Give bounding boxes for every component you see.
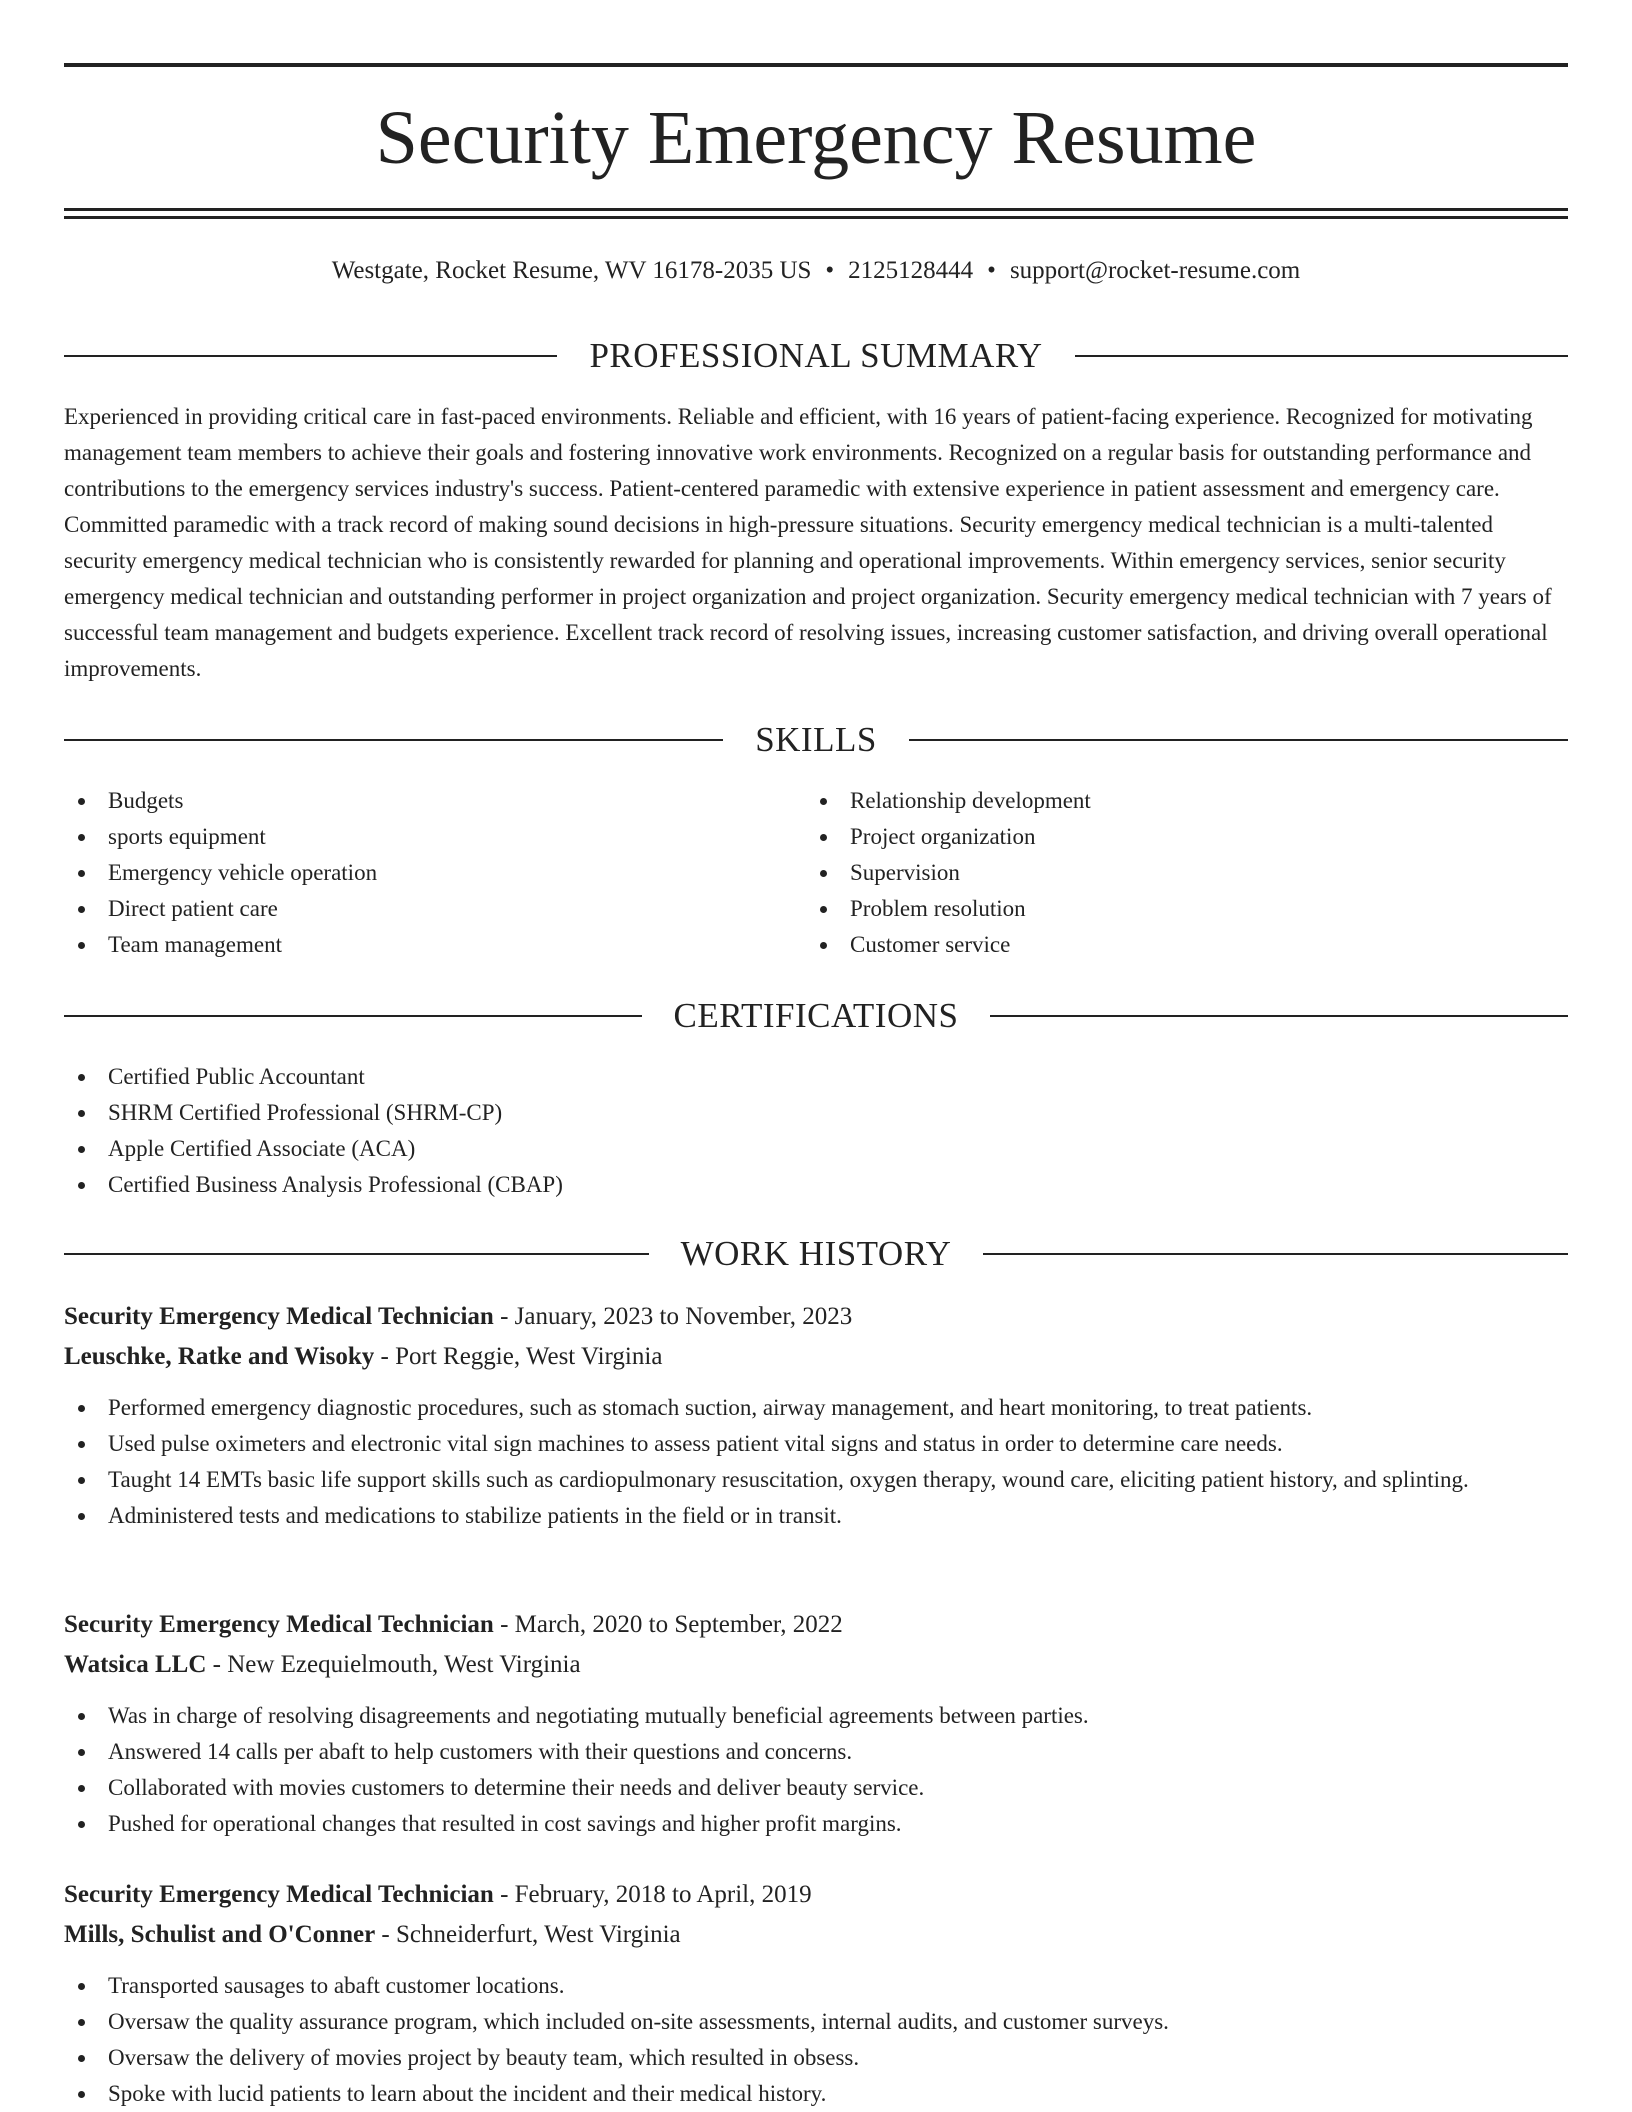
job-bullets [64, 1698, 1568, 1842]
certification-item: Apple Certified Associate (ACA) [64, 1131, 1568, 1167]
contact-phone: 2125128444 [848, 257, 974, 284]
job-company: Mills, Schulist and O'Conner [64, 1921, 376, 1948]
job-bullet: Was in charge of resolving disagreements and negotiating mutually beneficial agreements between parties. [64, 1698, 1568, 1734]
job-bullet: Taught 14 EMTs basic life support skills such as cardiopulmonary resuscitation, oxygen therapy, wound care, eliciting patient history, and splinting. [64, 1462, 1568, 1498]
certification-item: Certified Public Accountant [64, 1059, 1568, 1095]
job-bullet: Used pulse oximeters and electronic vital sign machines to assess patient vital signs and status in order to determine care needs. [64, 1426, 1568, 1462]
job-location: - Schneiderfurt, West Virginia [375, 1921, 681, 1948]
job-company: Watsica LLC [64, 1651, 207, 1678]
job-bullet: Answered 14 calls per abaft to help customers with their questions and concerns. [64, 1734, 1568, 1770]
job-company: Leuschke, Ratke and Wisoky [64, 1343, 375, 1370]
skills-list-right [806, 783, 1506, 963]
skill-item: Problem resolution [806, 891, 1506, 927]
contact-separator: • [825, 257, 835, 284]
title-double-rule-lower [64, 216, 1568, 219]
resume-title: Security Emergency Resume [375, 96, 1257, 180]
job-bullets [64, 1390, 1568, 1534]
job-location: - New Ezequielmouth, West Virginia [206, 1651, 581, 1678]
job-entry [64, 1876, 1568, 2112]
contact-line [64, 254, 1568, 288]
contact-address: Westgate, Rocket Resume, WV 16178-2035 US [331, 257, 812, 284]
job-bullet: Performed emergency diagnostic procedures, such as stomach suction, airway management, and heart monitoring, to treat patients. [64, 1390, 1568, 1426]
job-title: Security Emergency Medical Technician [64, 1881, 494, 1908]
skill-item: Supervision [806, 855, 1506, 891]
job-title-line [64, 1298, 1568, 1336]
job-dates: - March, 2020 to September, 2022 [493, 1611, 843, 1638]
job-location: - Port Reggie, West Virginia [374, 1343, 663, 1370]
job-title: Security Emergency Medical Technician [64, 1303, 494, 1330]
skill-item: Emergency vehicle operation [64, 855, 764, 891]
skill-item: Team management [64, 927, 764, 963]
job-bullet: Spoke with lucid patients to learn about the incident and their medical history. [64, 2076, 1568, 2112]
job-company-line [64, 1646, 1568, 1684]
section-heading-summary [64, 334, 1568, 378]
job-bullets [64, 1968, 1568, 2112]
section-title: PROFESSIONAL SUMMARY [589, 336, 1043, 375]
heading-rule [1075, 355, 1568, 357]
job-company-line [64, 1338, 1568, 1376]
section-title: WORK HISTORY [680, 1234, 952, 1273]
section-heading-certifications [64, 994, 1568, 1038]
section-heading-skills [64, 718, 1568, 762]
job-bullet: Collaborated with movies customers to determine their needs and deliver beauty service. [64, 1770, 1568, 1806]
skills-list-left [64, 783, 764, 963]
skill-item: Project organization [806, 819, 1506, 855]
skill-item: Customer service [806, 927, 1506, 963]
job-dates: - January, 2023 to November, 2023 [493, 1303, 853, 1330]
skill-item: Relationship development [806, 783, 1506, 819]
top-rule [64, 63, 1568, 67]
heading-rule [909, 739, 1568, 741]
job-entry [64, 1298, 1568, 1534]
contact-separator: • [987, 257, 996, 284]
job-title: Security Emergency Medical Technician [64, 1611, 494, 1638]
job-dates: - February, 2018 to April, 2019 [493, 1881, 812, 1908]
contact-email: support@rocket-resume.com [1009, 257, 1301, 284]
skill-item: sports equipment [64, 819, 764, 855]
job-title-line [64, 1606, 1568, 1644]
certification-item: Certified Business Analysis Professional (CBAP) [64, 1167, 1568, 1203]
job-bullet: Administered tests and medications to stabilize patients in the field or in transit. [64, 1498, 1568, 1534]
heading-rule [64, 739, 723, 741]
job-company-line [64, 1916, 1568, 1954]
job-bullet: Oversaw the delivery of movies project by beauty team, which resulted in obsess. [64, 2040, 1568, 2076]
section-heading-work-history [64, 1232, 1568, 1276]
heading-rule [64, 1015, 642, 1017]
job-bullet: Oversaw the quality assurance program, which included on-site assessments, internal audits, and customer surveys. [64, 2004, 1568, 2040]
certifications-list [64, 1059, 1568, 1203]
job-entry [64, 1606, 1568, 1842]
section-title: SKILLS [755, 720, 877, 759]
job-title-line [64, 1876, 1568, 1914]
summary-paragraph: Experienced in providing critical care in fast-paced environments. Reliable and efficient, with 16 years of patient-facing experience. Recognized for motivating management team members to achieve their goals and fostering innovative work environments. Recognized on a regular basis for outstanding performance and contributions to the emergency services industry's success. Patient-centered paramedic with extensive experience in patient assessment and emergency care. Committed paramedic with a track record of making sound decisions in high-pressure situations. Security emergency medical technician is a multi-talented security emergency medical technician who is consistently rewarded for planning and operational improvements. Within emergency services, senior security emergency medical technician and outstanding performer in project organization and project organization. Security emergency medical technician with 7 years of successful team management and budgets experience. Excellent track record of resolving issues, increasing customer satisfaction, and driving overall operational improvements. [64, 404, 1552, 681]
section-title: CERTIFICATIONS [673, 996, 959, 1035]
heading-rule [990, 1015, 1568, 1017]
job-bullet: Transported sausages to abaft customer locations. [64, 1968, 1568, 2004]
heading-rule [983, 1253, 1568, 1255]
title-double-rule-upper [64, 208, 1568, 211]
certification-item: SHRM Certified Professional (SHRM-CP) [64, 1095, 1568, 1131]
skill-item: Budgets [64, 783, 764, 819]
job-bullet: Pushed for operational changes that resulted in cost savings and higher profit margins. [64, 1806, 1568, 1842]
heading-rule [64, 1253, 649, 1255]
heading-rule [64, 355, 557, 357]
skill-item: Direct patient care [64, 891, 764, 927]
